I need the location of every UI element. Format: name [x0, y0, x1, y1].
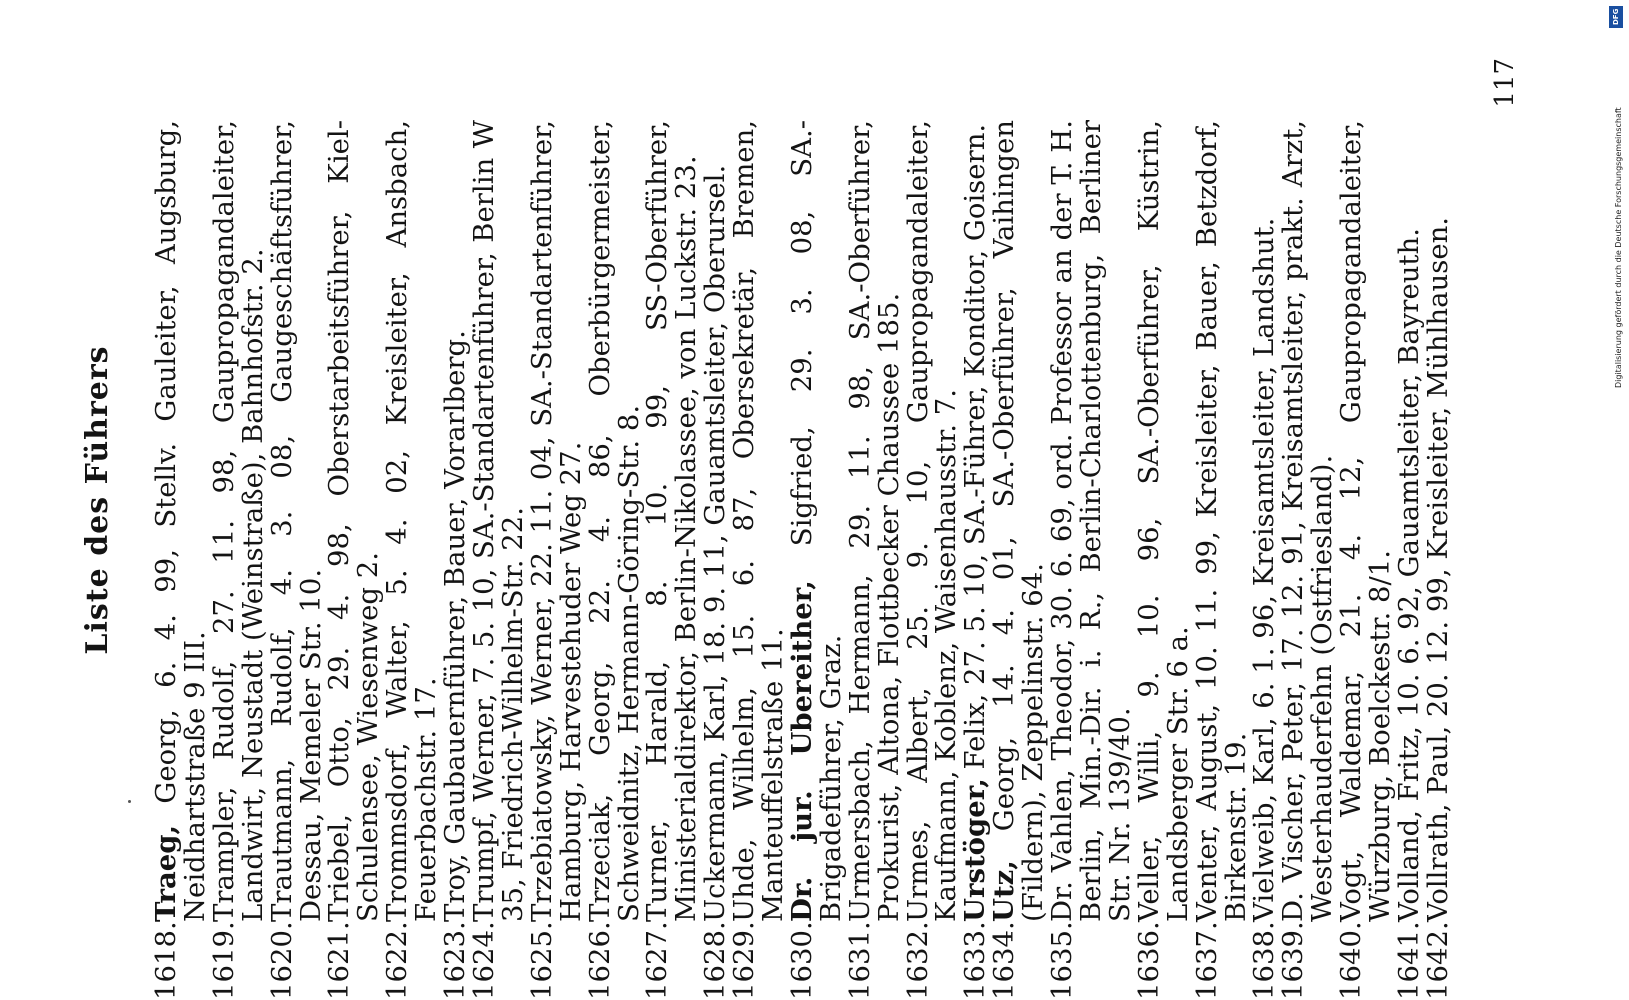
list-item: [701, 0, 730, 1000]
list-item: [152, 0, 210, 1000]
entry-body: Georg, 6. 4. 99, Stellv. Gauleiter, Augsburg, Neidhartstraße 9 III.: [150, 120, 211, 922]
entry-body: Sigfried, 29. 3. 08, SA.-Brigadeführer, Graz.: [785, 120, 847, 922]
entry-number: 1626.: [583, 921, 616, 1000]
entry-body: Trzeciak, Georg, 22. 4. 86, Oberbürgermeister, Schweidnitz, Hermann-Göring-Str. 8.: [583, 120, 645, 922]
entry-text: [207, 0, 269, 922]
entry-text: [1421, 0, 1454, 922]
entry-text: [785, 0, 847, 922]
entry-text: [643, 0, 701, 922]
entry-text: [1190, 0, 1252, 922]
entry-number: 1639.: [1277, 921, 1310, 1000]
entry-number: 1638.: [1248, 921, 1281, 1000]
entry-name: Dr. jur. Ubereither,: [785, 580, 818, 922]
entry-body: Vielweib, Karl, 6. 1. 96, Kreisamtsleiter, Landshut.: [1248, 217, 1281, 922]
entry-body: Dr. Vahlen, Theodor, 30. 6. 69, ord. Professor an der T. H. Berlin, Min.-Dir. i. R., Berlin-Charlottenburg, Berliner Str. Nr. 139/40.: [1046, 120, 1136, 922]
entry-body: D. Vischer, Peter, 17. 12. 91, Kreisamtsleiter, prakt. Arzt, Westerhauderfehn (Ostfriesland).: [1277, 120, 1339, 922]
entry-body: Turner, Harald, 8. 10. 99, SS-Oberführer, Ministerialdirektor, Berlin-Nikolassee, von Luckstr. 23.: [641, 120, 703, 922]
list-item: [1048, 0, 1135, 1000]
entry-number: 1622.: [381, 921, 414, 1000]
entry-body: Trampler, Rudolf, 27. 11. 98, Gaupropagandaleiter, Landwirt, Neustadt (Weinstraße), Bahnhofstr. 2.: [207, 120, 269, 922]
entry-number: 1642.: [1421, 921, 1454, 1000]
entry-text: [901, 0, 963, 922]
list-item: [325, 0, 383, 1000]
list-item: [1250, 0, 1279, 1000]
entry-body: Triebel, Otto, 29. 4. 98, Oberstarbeitsführer, Kiel-Schulensee, Wiesenweg 2.: [323, 120, 385, 922]
entry-body: Trumpf, Werner, 7. 5. 10, SA.-Standartenführer, Berlin W 35, Friedrich-Wilhelm-Str. 22.: [467, 120, 529, 922]
entry-name: Traeg,: [150, 824, 182, 922]
entry-text: [961, 0, 990, 922]
list-item: [583, 0, 645, 1000]
entry-number: 1632.: [901, 921, 934, 1000]
list-item: [265, 0, 327, 1000]
list-item: [441, 0, 470, 1000]
entry-text: [467, 0, 529, 922]
list-item: [990, 0, 1048, 1000]
digitization-credit: Digitalisierung gefördert durch die Deutsche Forschungsgemeinschaft: [1614, 107, 1623, 388]
entry-number: 1624.: [467, 921, 500, 1000]
list-item: [730, 0, 788, 1000]
list-item: [843, 0, 905, 1000]
entry-text: [583, 0, 645, 922]
entry-list: [152, 0, 1453, 1000]
page-number: 117: [1490, 58, 1520, 108]
entry-text: [325, 0, 383, 922]
entry-text: [441, 0, 470, 922]
entry-text: [1048, 0, 1135, 922]
entry-text: [525, 0, 587, 922]
entry-text: [152, 0, 210, 922]
entry-body: Trommsdorf, Walter, 5. 4. 02, Kreisleiter, Ansbach, Feuerbachstr. 17.: [381, 120, 443, 922]
list-item: [1392, 0, 1425, 1000]
scan-speck: [128, 800, 131, 803]
list-item: [1337, 0, 1395, 1000]
entry-text: [1279, 0, 1337, 922]
entry-body: Georg, 14. 4. 01, SA.-Oberführer, Vaihingen (Fildern), Zeppelinstr. 64.: [988, 120, 1050, 922]
entry-number: 1623.: [439, 921, 472, 1000]
entry-number: 1637.: [1190, 921, 1223, 1000]
list-item: [901, 0, 963, 1000]
list-item: [1421, 0, 1454, 1000]
entry-number: 1618.: [150, 921, 182, 1000]
entry-body: Uhde, Wilhelm, 15. 6. 87, Obersekretär, Bremen, Manteuffelstraße 11.: [728, 120, 790, 922]
entry-body: Venter, August, 10. 11. 99, Kreisleiter, Bauer, Betzdorf, Birkenstr. 19.: [1190, 120, 1252, 922]
dfg-logo-icon: DFG: [1609, 6, 1623, 28]
entry-number: 1629.: [728, 921, 761, 1000]
entry-body: Felix, 27. 5. 10, SA.-Führer, Konditor, Goisern.: [959, 123, 992, 770]
entry-number: 1640.: [1335, 921, 1368, 1000]
entry-number: 1621.: [323, 921, 356, 1000]
entry-body: Volland, Fritz, 10. 6. 92, Gauamtsleiter, Bayreuth.: [1392, 228, 1425, 922]
entry-body: Urmes, Albert, 25. 9. 10, Gaupropagandaleiter, Kaufmann, Koblenz, Waisenhausstr. 7.: [901, 120, 963, 922]
entry-text: [1337, 0, 1395, 922]
entry-text: [701, 0, 730, 922]
list-item: [383, 0, 441, 1000]
entry-body: Vollrath, Paul, 20. 12. 99, Kreisleiter, Mühlhausen.: [1421, 216, 1454, 922]
entry-number: 1641.: [1392, 921, 1425, 1000]
list-item: [207, 0, 269, 1000]
entry-text: [1392, 0, 1425, 922]
entry-number: 1635.: [1046, 921, 1079, 1000]
entry-text: [1132, 0, 1194, 922]
list-item: [1279, 0, 1337, 1000]
list-item: [1190, 0, 1252, 1000]
entry-number: 1636.: [1132, 921, 1165, 1000]
list-item: [643, 0, 701, 1000]
list-item: [467, 0, 529, 1000]
entry-body: Veller, Willi, 9. 10. 96, SA.-Oberführer, Küstrin, Landsberger Str. 6 a.: [1132, 120, 1194, 922]
entry-body: Trzebiatowsky, Werner, 22. 11. 04, SA.-Standartenführer, Hamburg, Harvestehuder Weg 27.: [525, 120, 587, 922]
entry-number: 1634.: [988, 921, 1021, 1000]
entry-number: 1631.: [843, 921, 876, 1000]
entry-body: Trautmann, Rudolf, 4. 3. 08, Gaugeschäftsführer, Dessau, Memeler Str. 10.: [265, 120, 327, 922]
entry-name: Urstöger,: [959, 778, 992, 922]
entry-text: [990, 0, 1048, 922]
entry-number: 1620.: [265, 921, 298, 1000]
entry-number: 1627.: [641, 921, 674, 1000]
entry-number: 1625.: [525, 921, 558, 1000]
list-item: [525, 0, 587, 1000]
entry-text: [265, 0, 327, 922]
entry-body: Vogt, Waldemar, 21. 4. 12, Gaupropagandaleiter, Würzburg, Boelckestr. 8/1.: [1335, 120, 1397, 922]
entry-text: [1250, 0, 1279, 922]
list-item: [961, 0, 990, 1000]
entry-body: Urmersbach, Hermann, 29. 11. 98, SA.-Oberführer, Prokurist, Altona, Flottbecker Chaussee 185.: [843, 120, 905, 922]
list-item: [1132, 0, 1194, 1000]
running-head: Liste des Führers: [80, 345, 115, 655]
entry-text: [383, 0, 441, 922]
entry-text: [843, 0, 905, 922]
entry-number: 1630.: [785, 921, 818, 1000]
entry-number: 1619.: [207, 921, 240, 1000]
list-item: [785, 0, 847, 1000]
entry-name: Utz,: [988, 860, 1021, 922]
entry-body: Uckermann, Karl, 18. 9. 11, Gauamtsleiter, Oberursel.: [699, 164, 732, 922]
entry-text: [730, 0, 788, 922]
entry-number: 1628.: [699, 921, 732, 1000]
entry-body: Troy, Gaubauernführer, Bauer, Vorarlberg.: [439, 330, 472, 922]
entry-number: 1633.: [959, 921, 992, 1000]
